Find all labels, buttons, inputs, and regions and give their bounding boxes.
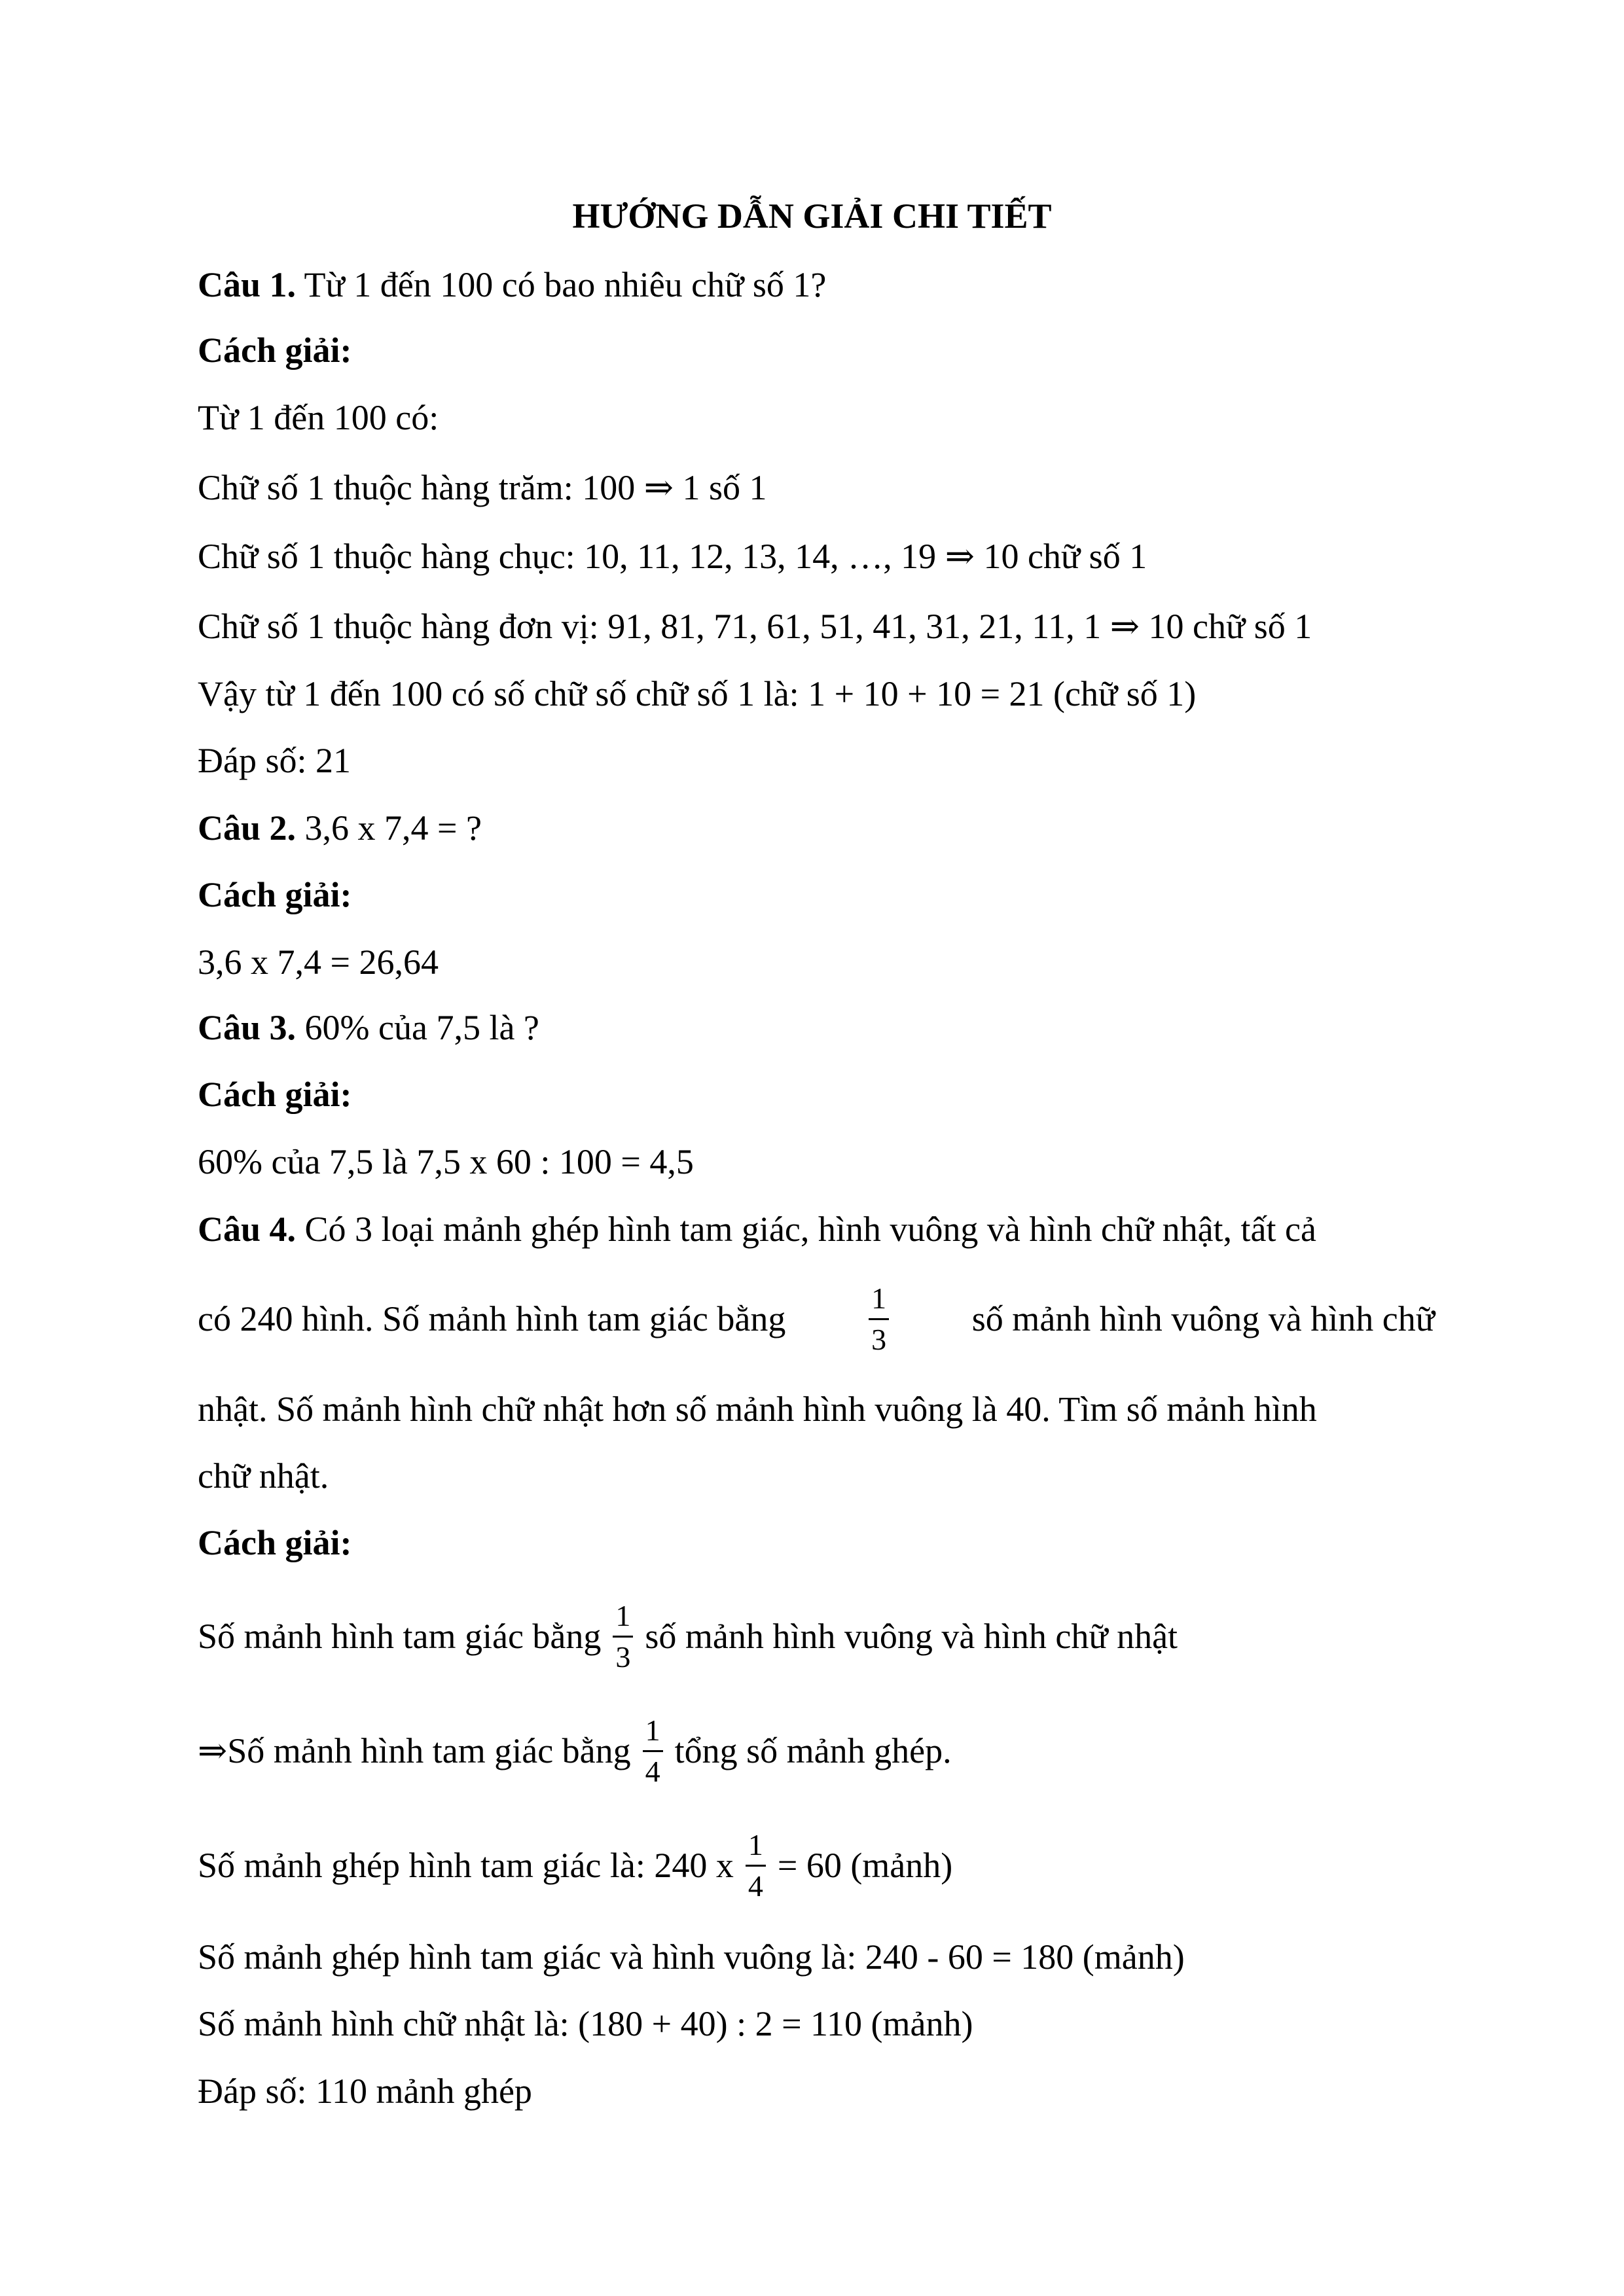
fraction-numerator: 1 [871, 1281, 887, 1315]
fraction-one-quarter [746, 1827, 766, 1905]
method-label-4: Cách giải: [198, 1523, 352, 1562]
fraction-one-third [613, 1598, 633, 1676]
fraction-denominator: 3 [615, 1640, 631, 1674]
fraction-one-third [869, 1280, 889, 1358]
fraction-denominator: 4 [748, 1869, 763, 1903]
implies-arrow-icon: ⇒ [945, 537, 975, 576]
q4-step-5: Số mảnh hình chữ nhật là: (180 + 40) : 2 = 110 (mảnh) [198, 2004, 973, 2043]
question-4-text-2b: số mảnh hình vuông và hình chữ [971, 1299, 1435, 1338]
question-4-label: Câu 4. [198, 1210, 297, 1249]
method-label-3: Cách giải: [198, 1075, 352, 1114]
question-1-text: Từ 1 đến 100 có bao nhiêu chữ số 1? [296, 265, 827, 304]
method-label-2: Cách giải: [198, 875, 352, 914]
question-2-text: 3,6 x 7,4 = ? [296, 808, 482, 848]
q4-step-1-text-a: Số mảnh hình tam giác bằng [198, 1617, 602, 1656]
question-2-label: Câu 2. [198, 808, 297, 848]
fraction-numerator: 1 [645, 1713, 660, 1747]
question-3-text: 60% của 7,5 là ? [296, 1008, 539, 1047]
q4-step-3-text-a: Số mảnh ghép hình tam giác là: 240 x [198, 1846, 734, 1885]
implies-arrow-icon: ⇒ [1110, 607, 1140, 646]
question-3-label: Câu 3. [198, 1008, 297, 1047]
q1-tens-line [198, 533, 1435, 579]
q1-units-text: Chữ số 1 thuộc hàng đơn vị: 91, 81, 71, 61, 51, 41, 31, 21, 11, 1 [198, 607, 1110, 646]
q4-step-3 [198, 1823, 1435, 1908]
question-4-line-1 [198, 1206, 1435, 1252]
question-4-line-2 [198, 1276, 1435, 1361]
q4-step-3-text-b: = 60 (mảnh) [777, 1846, 953, 1885]
q3-solution: 60% của 7,5 là 7,5 x 60 : 100 = 4,5 [198, 1142, 694, 1181]
q1-sum: Vậy từ 1 đến 100 có số chữ số chữ số 1 là: 1 + 10 + 10 = 21 (chữ số 1) [198, 674, 1197, 713]
q4-answer: Đáp số: 110 mảnh ghép [198, 2072, 532, 2111]
q1-answer: Đáp số: 21 [198, 741, 351, 780]
fraction-bar [643, 1750, 663, 1752]
question-2 [198, 805, 1435, 851]
fraction-bar [746, 1865, 766, 1867]
q1-intro: Từ 1 đến 100 có: [198, 398, 439, 437]
fraction-bar [869, 1318, 889, 1320]
q4-step-1-text-b: số mảnh hình vuông và hình chữ nhật [645, 1617, 1178, 1656]
q4-step-1 [198, 1594, 1435, 1679]
q1-units-result: 10 chữ số 1 [1140, 607, 1312, 646]
question-4-text-1: Có 3 loại mảnh ghép hình tam giác, hình vuông và hình chữ nhật, tất cả [296, 1210, 1316, 1249]
q1-hundreds-text: Chữ số 1 thuộc hàng trăm: 100 [198, 468, 644, 507]
question-4-line-4: chữ nhật. [198, 1456, 329, 1496]
question-4-text-2a: có 240 hình. Số mảnh hình tam giác bằng [198, 1299, 786, 1338]
question-3 [198, 1005, 1435, 1050]
q1-tens-text: Chữ số 1 thuộc hàng chục: 10, 11, 12, 13, 14, …, 19 [198, 537, 945, 576]
q1-hundreds-result: 1 số 1 [673, 468, 767, 507]
fraction-one-quarter [643, 1712, 663, 1790]
page-title: HƯỚNG DẪN GIẢI CHI TIẾT [572, 196, 1052, 236]
q1-units-line [198, 603, 1435, 649]
fraction-bar [613, 1636, 633, 1638]
question-1-label: Câu 1. [198, 265, 297, 304]
fraction-denominator: 3 [871, 1322, 887, 1356]
implies-arrow-icon: ⇒ [198, 1731, 228, 1770]
question-1 [198, 262, 1435, 308]
question-4-line-3: nhật. Số mảnh hình chữ nhật hơn số mảnh hình vuông là 40. Tìm số mảnh hình [198, 1390, 1317, 1429]
q4-step-2-text-b: tổng số mảnh ghép. [674, 1731, 952, 1770]
q4-step-2 [198, 1708, 1435, 1793]
q1-hundreds-line [198, 465, 1435, 511]
q1-tens-result: 10 chữ số 1 [974, 537, 1147, 576]
fraction-denominator: 4 [645, 1754, 660, 1788]
fraction-numerator: 1 [615, 1598, 631, 1632]
method-label-1: Cách giải: [198, 331, 352, 370]
q4-step-4: Số mảnh ghép hình tam giác và hình vuông là: 240 - 60 = 180 (mảnh) [198, 1937, 1185, 1977]
q4-step-2-text-a: Số mảnh hình tam giác bằng [227, 1731, 631, 1770]
fraction-numerator: 1 [748, 1827, 763, 1861]
implies-arrow-icon: ⇒ [643, 468, 674, 507]
q2-solution: 3,6 x 7,4 = 26,64 [198, 942, 439, 982]
